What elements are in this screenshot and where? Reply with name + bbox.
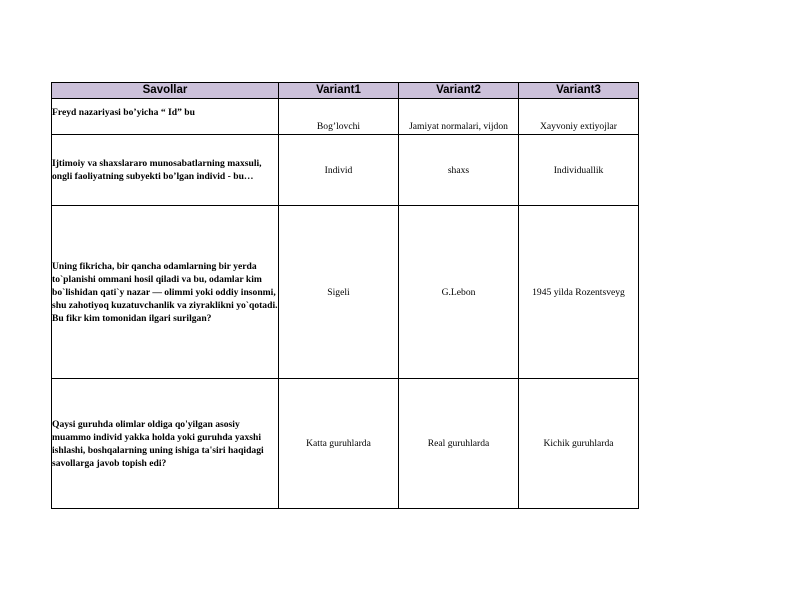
question-cell: Uning fikricha, bir qancha odamlarning bir yerda to`planishi ommani hosil qiladi va bu, odamlar kim bo`lishidan qati`y nazar — olimmi yoki oddiy insonmi, shu zahotiyoq kuzatuvchanlik va ziyraklikni yo`qotadi. Bu fikr kim tomonidan ilgari surilgan?: [52, 206, 279, 379]
header-variant2: Variant2: [399, 83, 519, 99]
header-variant3: Variant3: [519, 83, 639, 99]
header-savollar: Savollar: [52, 83, 279, 99]
quiz-table: [51, 82, 639, 509]
question-cell: Freyd nazariyasi bo’yicha “ Id” bu: [52, 99, 279, 135]
table-row: [52, 379, 639, 509]
variant3-cell: Kichik guruhlarda: [519, 379, 639, 509]
variant3-cell: Xayvoniy extiyojlar: [519, 99, 639, 135]
variant2-cell: Real guruhlarda: [399, 379, 519, 509]
variant2-cell: shaxs: [399, 135, 519, 206]
table-row: [52, 206, 639, 379]
table-row: [52, 99, 639, 135]
variant1-cell: Bog’lovchi: [279, 99, 399, 135]
table-row: [52, 135, 639, 206]
variant2-cell: Jamiyat normalari, vijdon: [399, 99, 519, 135]
question-cell: Ijtimoiy va shaxslararo munosabatlarning maxsuli, ongli faoliyatning subyekti bo’lgan individ - bu…: [52, 135, 279, 206]
variant2-cell: G.Lebon: [399, 206, 519, 379]
question-cell: Qaysi guruhda olimlar oldiga qo'yilgan asosiy muammo individ yakka holda yoki guruhda yaxshi ishlashi, boshqalarning uning ishiga ta'siri haqidagi savollarga javob topish edi?: [52, 379, 279, 509]
table-header-row: [52, 83, 639, 99]
variant3-cell: 1945 yilda Rozentsveyg: [519, 206, 639, 379]
variant1-cell: Individ: [279, 135, 399, 206]
variant1-cell: Katta guruhlarda: [279, 379, 399, 509]
header-variant1: Variant1: [279, 83, 399, 99]
variant1-cell: Sigeli: [279, 206, 399, 379]
variant3-cell: Individuallik: [519, 135, 639, 206]
